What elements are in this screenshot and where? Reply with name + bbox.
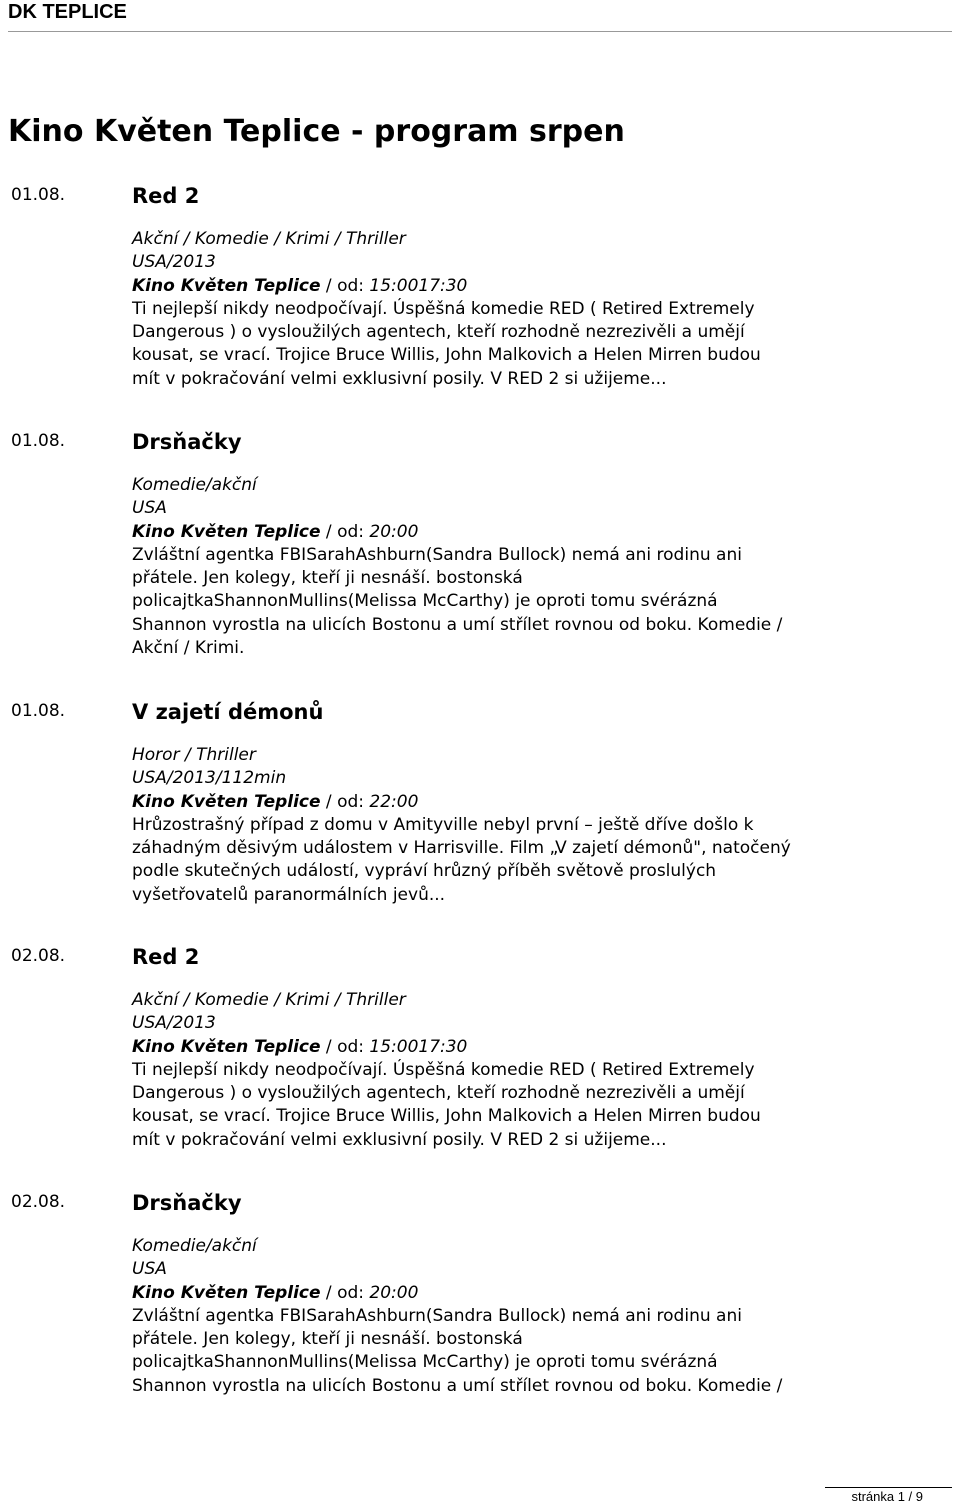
entry-body [132, 1235, 852, 1398]
entry-venue-line [132, 1282, 852, 1305]
footer-divider [825, 1487, 952, 1488]
entry-time-prefix: / od: [320, 275, 370, 296]
entry-time: 15:0017:30 [369, 275, 468, 296]
entry-description-line: vyšetřovatelů paranormálních jevů... [132, 884, 446, 905]
entry-venue-line [132, 275, 852, 298]
header-divider [8, 31, 952, 32]
entry-description-line: kousat, se vrací. Trojice Bruce Willis, John Malkovich a Helen Mirren budou [132, 1106, 761, 1127]
entry-origin-year: USA/2013 [132, 1013, 216, 1034]
entry-date: 02.08. [11, 1192, 66, 1212]
entry-description-line: mít v pokračování velmi exklusivní posily. V RED 2 si užijeme... [132, 368, 667, 389]
entry-description-line: policajtkaShannonMullins(Melissa McCarthy) je oproti tomu svérázná [132, 591, 718, 612]
entry-time-prefix: / od: [320, 521, 370, 542]
entry-description-line: kousat, se vrací. Trojice Bruce Willis, John Malkovich a Helen Mirren budou [132, 345, 761, 366]
entry-venue: Kino Květen Teplice [132, 791, 321, 812]
entry-venue: Kino Květen Teplice [132, 1282, 321, 1303]
entry-description-line: Hrůzostrašný případ z domu v Amityville nebyl první – ještě dříve došlo k [132, 814, 754, 835]
entry-genre: Komedie/akční [132, 1236, 257, 1256]
entry-description-line: záhadným děsivým událostem v Harrisville. Film „V zajetí démonů", natočený [132, 838, 791, 859]
entry-genre: Horor / Thriller [132, 745, 256, 765]
entry-description-line: mít v pokračování velmi exklusivní posily. V RED 2 si užijeme... [132, 1129, 667, 1150]
entry-date: 01.08. [11, 431, 66, 451]
entry-venue: Kino Květen Teplice [132, 1036, 321, 1057]
entry-origin-year: USA [132, 1259, 167, 1280]
page-number: stránka 1 / 9 [851, 1489, 923, 1504]
entry-time-prefix: / od: [320, 1036, 370, 1057]
entry-origin-year: USA/2013/112min [132, 768, 287, 789]
entry-origin-year: USA/2013 [132, 252, 216, 273]
entry-title: Drsňačky [132, 1191, 242, 1215]
entry-description-line: Akční / Krimi. [132, 638, 245, 659]
entry-origin-year: USA [132, 498, 167, 519]
entry-description-line: Dangerous ) o vysloužilých agentech, kteří rozhodně nezrezivěli a umějí [132, 322, 745, 343]
entry-description-line: Shannon vyrostla na ulicích Bostonu a umí střílet rovnou od boku. Komedie / [132, 614, 783, 635]
entry-time: 15:0017:30 [369, 1036, 468, 1057]
entry-time: 22:00 [369, 791, 419, 812]
entry-description-line: přátele. Jen kolegy, kteří ji nesnáší. bostonská [132, 1329, 523, 1350]
entry-title: Red 2 [132, 945, 200, 969]
entry-description-line: policajtkaShannonMullins(Melissa McCarthy) je oproti tomu svérázná [132, 1352, 718, 1373]
entry-genre: Akční / Komedie / Krimi / Thriller [132, 990, 406, 1010]
entry-description-line: Shannon vyrostla na ulicích Bostonu a umí střílet rovnou od boku. Komedie / [132, 1375, 783, 1396]
entry-time: 20:00 [369, 1282, 419, 1303]
entry-description-line: Ti nejlepší nikdy neodpočívají. Úspěšná komedie RED ( Retired Extremely [132, 298, 755, 319]
entry-date: 01.08. [11, 185, 66, 205]
entry-description-line: podle skutečných událostí, vypráví hrůzný příběh světově proslulých [132, 861, 717, 882]
site-header: DK TEPLICE [8, 1, 127, 23]
entry-venue-line [132, 791, 852, 814]
entry-date: 01.08. [11, 701, 66, 721]
entry-genre: Akční / Komedie / Krimi / Thriller [132, 229, 406, 249]
entry-title: Red 2 [132, 184, 200, 208]
entry-venue-line [132, 521, 852, 544]
entry-title: Drsňačky [132, 430, 242, 454]
entry-venue: Kino Květen Teplice [132, 275, 321, 296]
entry-body [132, 474, 852, 660]
entry-time: 20:00 [369, 521, 419, 542]
entry-genre: Komedie/akční [132, 475, 257, 495]
entry-description-line: Zvláštní agentka FBISarahAshburn(Sandra Bullock) nemá ani rodinu ani [132, 544, 742, 565]
entry-title: V zajetí démonů [132, 700, 324, 724]
entry-body [132, 228, 852, 391]
entry-time-prefix: / od: [320, 1282, 370, 1303]
entry-body [132, 989, 852, 1152]
entry-venue-line [132, 1036, 852, 1059]
entry-description-line: Ti nejlepší nikdy neodpočívají. Úspěšná komedie RED ( Retired Extremely [132, 1059, 755, 1080]
entry-description-line: přátele. Jen kolegy, kteří ji nesnáší. bostonská [132, 568, 523, 589]
entry-body [132, 744, 852, 907]
entry-time-prefix: / od: [320, 791, 370, 812]
entry-description-line: Zvláštní agentka FBISarahAshburn(Sandra Bullock) nemá ani rodinu ani [132, 1305, 742, 1326]
entry-description-line: Dangerous ) o vysloužilých agentech, kteří rozhodně nezrezivěli a umějí [132, 1083, 745, 1104]
entry-date: 02.08. [11, 946, 66, 966]
page-title: Kino Květen Teplice - program srpen [8, 114, 625, 149]
entry-venue: Kino Květen Teplice [132, 521, 321, 542]
